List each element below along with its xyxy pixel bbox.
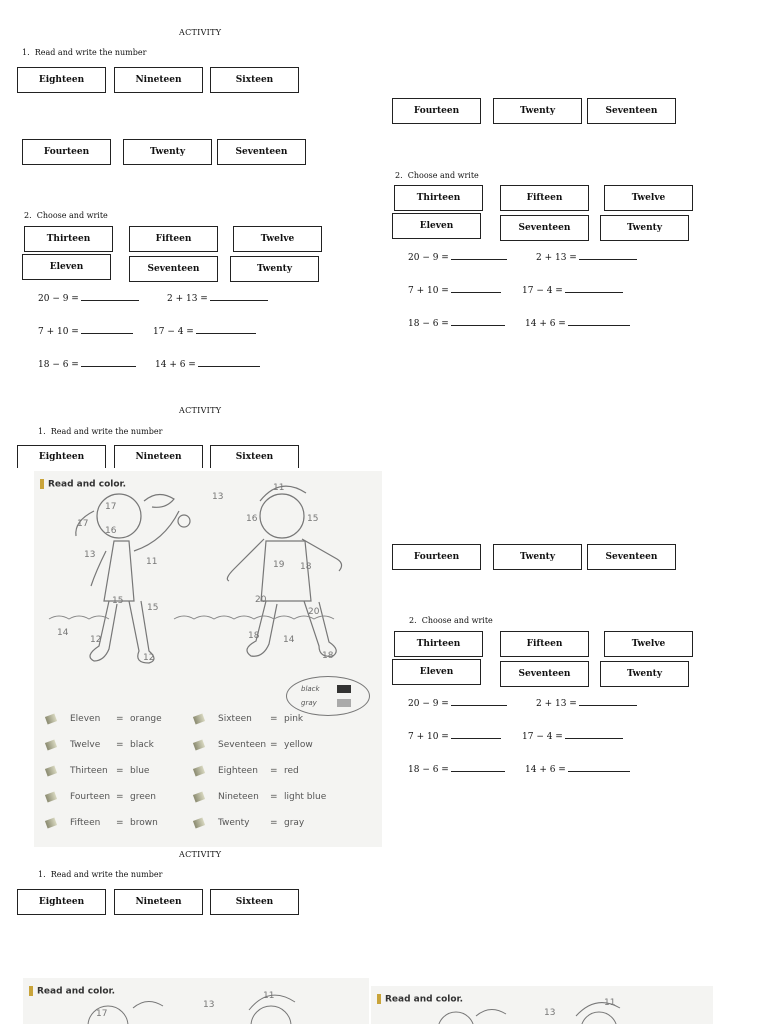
equation: 2 + 13 = — [536, 697, 637, 709]
crayon-icon — [193, 739, 205, 750]
activity-title: ACTIVITY — [179, 850, 222, 859]
number-word-box: Eighteen — [17, 889, 106, 915]
figure-number: 20 — [308, 607, 320, 617]
choice-box: Seventeen — [500, 661, 589, 687]
instruction-read: 1. Read and write the number — [38, 427, 163, 436]
figure-number: 15 — [112, 596, 124, 606]
coloring-heading: Read and color. — [29, 986, 115, 997]
key-item: Eleven = orange — [46, 714, 162, 724]
choice-box: Fifteen — [500, 185, 589, 211]
key-item: Nineteen = light blue — [194, 792, 326, 802]
figure-number: 16 — [246, 514, 258, 524]
figure-number: 15 — [147, 603, 159, 613]
coloring-figures — [23, 978, 369, 1024]
equation: 7 + 10 = — [408, 730, 501, 742]
choice-box: Twenty — [230, 256, 319, 282]
figure-number: 15 — [307, 514, 319, 524]
choice-box: Twenty — [600, 661, 689, 687]
figure-number: 11 — [604, 998, 616, 1008]
figure-number: 18 — [300, 562, 312, 572]
choice-box: Twelve — [604, 631, 693, 657]
figure-number: 11 — [263, 991, 275, 1001]
figure-number: 18 — [322, 651, 334, 661]
figure-number: 17 — [96, 1009, 108, 1019]
crayon-icon — [45, 817, 57, 828]
coloring-heading: Read and color. — [377, 994, 463, 1005]
figure-number: 13 — [203, 1000, 215, 1010]
choice-box: Thirteen — [394, 185, 483, 211]
choice-box: Thirteen — [394, 631, 483, 657]
crayon-icon — [45, 713, 57, 724]
choice-box: Fifteen — [500, 631, 589, 657]
number-word-box: Twenty — [493, 98, 582, 124]
figure-number: 17 — [77, 519, 89, 529]
coloring-figures — [371, 986, 713, 1024]
crayon-icon — [45, 739, 57, 750]
figure-number: 19 — [273, 560, 285, 570]
figure-number: 17 — [105, 502, 117, 512]
equation: 17 − 4 = — [522, 284, 623, 296]
key-item: Eighteen = red — [194, 766, 299, 776]
key-item: Seventeen = yellow — [194, 740, 313, 750]
equation: 17 − 4 = — [522, 730, 623, 742]
instruction-choose: 2. Choose and write — [409, 616, 493, 625]
coloring-worksheet — [23, 978, 369, 1024]
choice-box: Twenty — [600, 215, 689, 241]
figure-number: 12 — [90, 635, 102, 645]
figure-number: 13 — [212, 492, 224, 502]
choice-box: Eleven — [392, 213, 481, 239]
equation: 7 + 10 = — [408, 284, 501, 296]
coloring-figures — [34, 471, 382, 711]
number-word-box: Seventeen — [587, 98, 676, 124]
key-item: Twenty = gray — [194, 818, 304, 828]
number-word-box: Nineteen — [114, 67, 203, 93]
coloring-heading: Read and color. — [40, 479, 126, 490]
equation: 7 + 10 = — [38, 325, 133, 337]
figure-number: 18 — [248, 631, 260, 641]
activity-title: ACTIVITY — [179, 406, 222, 415]
choice-box: Eleven — [392, 659, 481, 685]
coloring-worksheet — [371, 986, 713, 1024]
key-item: Thirteen = blue — [46, 766, 149, 776]
figure-number: 14 — [283, 635, 295, 645]
equation: 17 − 4 = — [153, 325, 256, 337]
key-item: Twelve = black — [46, 740, 154, 750]
choice-box: Seventeen — [129, 256, 218, 282]
choice-box: Twelve — [604, 185, 693, 211]
crayon-icon — [45, 791, 57, 802]
number-word-box: Seventeen — [217, 139, 306, 165]
equation: 18 − 6 = — [408, 763, 505, 775]
equation: 20 − 9 = — [408, 251, 507, 263]
number-word-box: Fourteen — [392, 98, 481, 124]
number-word-box: Twenty — [493, 544, 582, 570]
instruction-choose: 2. Choose and write — [24, 211, 108, 220]
figure-number: 13 — [84, 550, 96, 560]
number-word-box: Sixteen — [210, 889, 299, 915]
choice-box: Twelve — [233, 226, 322, 252]
equation: 18 − 6 = — [408, 317, 505, 329]
number-word-box: Nineteen — [114, 889, 203, 915]
crayon-icon — [193, 817, 205, 828]
equation: 2 + 13 = — [536, 251, 637, 263]
crayon-icon — [193, 765, 205, 776]
number-word-box: Seventeen — [587, 544, 676, 570]
instruction-choose: 2. Choose and write — [395, 171, 479, 180]
figure-number: 16 — [105, 526, 117, 536]
coloring-worksheet — [34, 471, 382, 847]
choice-box: Thirteen — [24, 226, 113, 252]
instruction-read: 1. Read and write the number — [22, 48, 147, 57]
black-swatch — [337, 685, 351, 693]
equation: 14 + 6 = — [525, 317, 630, 329]
crayon-icon — [193, 713, 205, 724]
equation: 20 − 9 = — [408, 697, 507, 709]
equation: 20 − 9 = — [38, 292, 139, 304]
color-hint-bubble: black gray — [286, 676, 370, 716]
number-word-box: Sixteen — [210, 67, 299, 93]
figure-number: 12 — [143, 653, 155, 663]
equation: 18 − 6 = — [38, 358, 136, 370]
activity-title: ACTIVITY — [179, 28, 222, 37]
number-word-box: Fourteen — [22, 139, 111, 165]
crayon-icon — [45, 765, 57, 776]
equation: 14 + 6 = — [155, 358, 260, 370]
crayon-icon — [193, 791, 205, 802]
equation: 2 + 13 = — [167, 292, 268, 304]
choice-box: Seventeen — [500, 215, 589, 241]
choice-box: Fifteen — [129, 226, 218, 252]
number-word-box: Sixteen — [210, 445, 299, 468]
choice-box: Eleven — [22, 254, 111, 280]
figure-number: 11 — [273, 483, 285, 493]
figure-number: 14 — [57, 628, 69, 638]
instruction-read: 1. Read and write the number — [38, 870, 163, 879]
figure-number: 20 — [255, 595, 267, 605]
figure-number: 13 — [544, 1008, 556, 1018]
number-word-box: Twenty — [123, 139, 212, 165]
number-word-box: Eighteen — [17, 445, 106, 468]
number-word-box: Fourteen — [392, 544, 481, 570]
key-item: Fourteen = green — [46, 792, 156, 802]
equation: 14 + 6 = — [525, 763, 630, 775]
number-word-box: Eighteen — [17, 67, 106, 93]
key-item: Sixteen = pink — [194, 714, 303, 724]
number-word-box: Nineteen — [114, 445, 203, 468]
gray-swatch — [337, 699, 351, 707]
figure-number: 11 — [146, 557, 158, 567]
key-item: Fifteen = brown — [46, 818, 158, 828]
